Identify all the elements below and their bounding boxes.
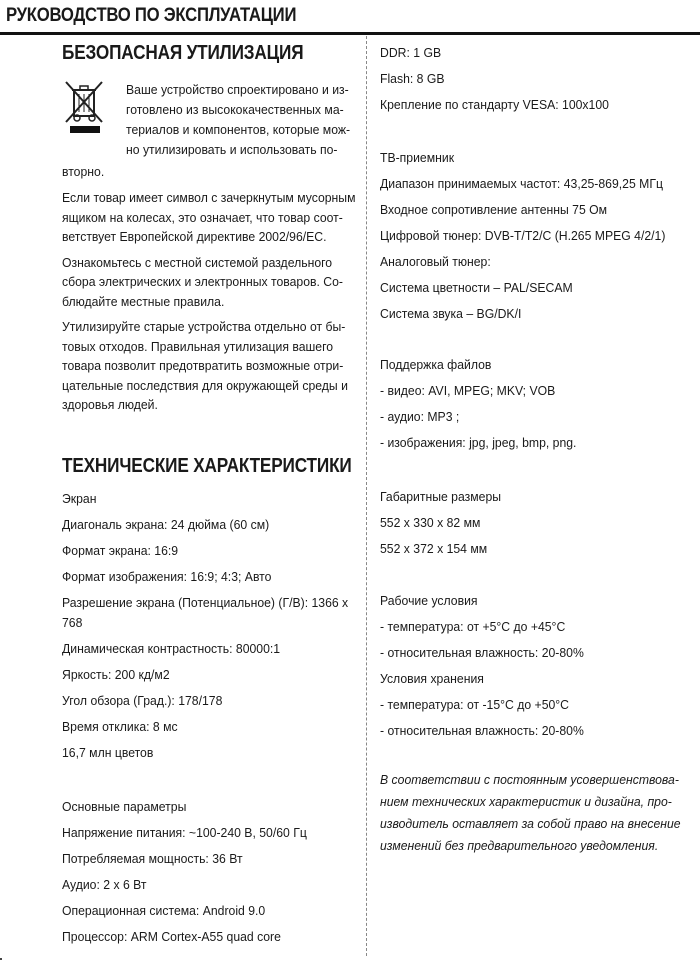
intro-line: териалов и компонентов, которые мож- <box>126 122 351 137</box>
paragraph-symbol <box>62 188 363 247</box>
intro-line: готовлено из высококачественных ма- <box>126 102 344 117</box>
disposal-intro <box>126 80 365 160</box>
spec-line: Процессор: ARM Cortex-A55 quad core <box>62 929 281 944</box>
text-line: Если товар имеет символ с зачеркнутым мусорным <box>62 190 356 205</box>
spec-line: Диагональ экрана: 24 дюйма (60 см) <box>62 517 270 532</box>
spec-line: 552 х 330 х 82 мм <box>380 515 481 530</box>
spec-line: Разрешение экрана (Потенциальное) (Г/В): 1366 х <box>62 595 349 610</box>
spec-line: Угол обзора (Град.): 178/178 <box>62 693 223 708</box>
intro-line: Ваше устройство спроектировано и из- <box>126 82 349 97</box>
spec-line: Диапазон принимаемых частот: 43,25-869,25 МГц <box>380 176 663 191</box>
spec-line: Основные параметры <box>62 799 187 814</box>
text-line: ветствует Европейской директиве 2002/96/EC. <box>62 229 327 244</box>
spec-line: Аудио: 2 х 6 Вт <box>62 877 147 892</box>
manufacturer-note <box>380 769 700 857</box>
spec-line: - изображения: jpg, jpeg, bmp, png. <box>380 435 577 450</box>
spec-line: Flash: 8 GB <box>380 71 445 86</box>
crossed-out-wheeled-bin-icon <box>62 78 108 136</box>
spec-line: ТВ-приемник <box>380 150 455 165</box>
text-line: блюдайте местные правила. <box>62 293 225 309</box>
spec-line: Яркость: 200 кд/м2 <box>62 667 170 682</box>
disposal-heading: БЕЗОПАСНАЯ УТИЛИЗАЦИЯ <box>62 42 304 64</box>
note-line: изменений без предварительного уведомления. <box>380 838 659 853</box>
tv-receiver-specs <box>380 145 684 327</box>
page-header <box>0 0 700 32</box>
spec-line: Поддержка файлов <box>380 357 492 372</box>
spec-line: DDR: 1 GB <box>380 45 442 60</box>
screen-specs <box>62 486 366 766</box>
text-line: сбора электрических и электронных товаров. Со- <box>62 274 343 289</box>
spec-line: Рабочие условия <box>380 593 478 608</box>
spec-line: Условия хранения <box>380 671 484 686</box>
spec-line: Формат экрана: 16:9 <box>62 543 179 558</box>
main-params <box>62 794 322 950</box>
text-line: товара позволит предотвратить возможные отри- <box>62 358 344 373</box>
memory-specs <box>380 40 624 118</box>
dimensions <box>380 484 509 562</box>
spec-line: Формат изображения: 16:9; 4:3; Авто <box>62 569 272 584</box>
text-line: ящиком на колесах, это означает, что товар соот- <box>62 209 343 225</box>
note-line: В соответствии с постоянным усовершенствова- <box>380 772 679 787</box>
disposal-paragraphs <box>62 188 382 415</box>
spec-line: Цифровой тюнер: DVB-T/T2/C (H.265 MPEG 4/2/1) <box>380 228 666 243</box>
spec-line: Система цветности – PAL/SECAM <box>380 280 573 295</box>
spec-line: 16,7 млн цветов <box>62 745 154 760</box>
spec-line: Экран <box>62 491 97 506</box>
spec-line: Потребляемая мощность: 36 Вт <box>62 851 243 866</box>
spec-line: 768 <box>62 615 83 630</box>
manual-title: РУКОВОДСТВО ПО ЭКСПЛУАТАЦИИ <box>6 5 297 26</box>
text-line: цательные последствия для окружающей среды и <box>62 377 348 393</box>
spec-line: Габаритные размеры <box>380 489 502 504</box>
spec-line: - относительная влажность: 20-80% <box>380 645 584 660</box>
spec-line: Крепление по стандарту VESA: 100x100 <box>380 97 609 112</box>
spec-line: Динамическая контрастность: 80000:1 <box>62 641 281 656</box>
text-line: товых отходов. Правильная утилизация вашего <box>62 338 334 354</box>
spec-line: - относительная влажность: 20-80% <box>380 723 584 738</box>
paragraph-local-rules <box>62 253 363 312</box>
note-line: нием технических характеристик и дизайна, про- <box>380 794 672 809</box>
spec-line: Аналоговый тюнер: <box>380 254 491 269</box>
intro-tail: вторно. <box>62 164 105 179</box>
spec-line: - аудио: MP3 ; <box>380 409 460 424</box>
spec-line: - температура: от +5°С до +45°С <box>380 619 566 634</box>
conditions <box>380 588 597 744</box>
spec-line: Операционная система: Android 9.0 <box>62 903 266 918</box>
spec-line: Входное сопротивление антенны 75 Ом <box>380 202 608 217</box>
spec-line: Время отклика: 8 мс <box>62 719 178 734</box>
note-line: изводитель оставляет за собой право на внесение <box>380 816 681 831</box>
spec-line: - видео: AVI, MPEG; MKV; VOB <box>380 383 556 398</box>
specs-heading: ТЕХНИЧЕСКИЕ ХАРАКТЕРИСТИКИ <box>62 455 352 477</box>
spec-line: Система звука – BG/DK/I <box>380 306 522 321</box>
intro-line: но утилизировать и использовать по- <box>126 142 338 157</box>
scan-dot <box>0 958 2 960</box>
spec-line: 552 х 372 х 154 мм <box>380 541 488 556</box>
text-line: здоровья людей. <box>62 397 158 412</box>
text-line: Ознакомьтесь с местной системой раздельного <box>62 254 333 270</box>
header-rule <box>0 32 700 35</box>
spec-line: - температура: от -15°С до +50°С <box>380 697 569 712</box>
file-support <box>380 352 589 456</box>
spec-line: Напряжение питания: ~100-240 В, 50/60 Гц <box>62 825 307 840</box>
text-line: Утилизируйте старые устройства отдельно от бы- <box>62 319 346 334</box>
paragraph-dispose-separately <box>62 317 363 415</box>
